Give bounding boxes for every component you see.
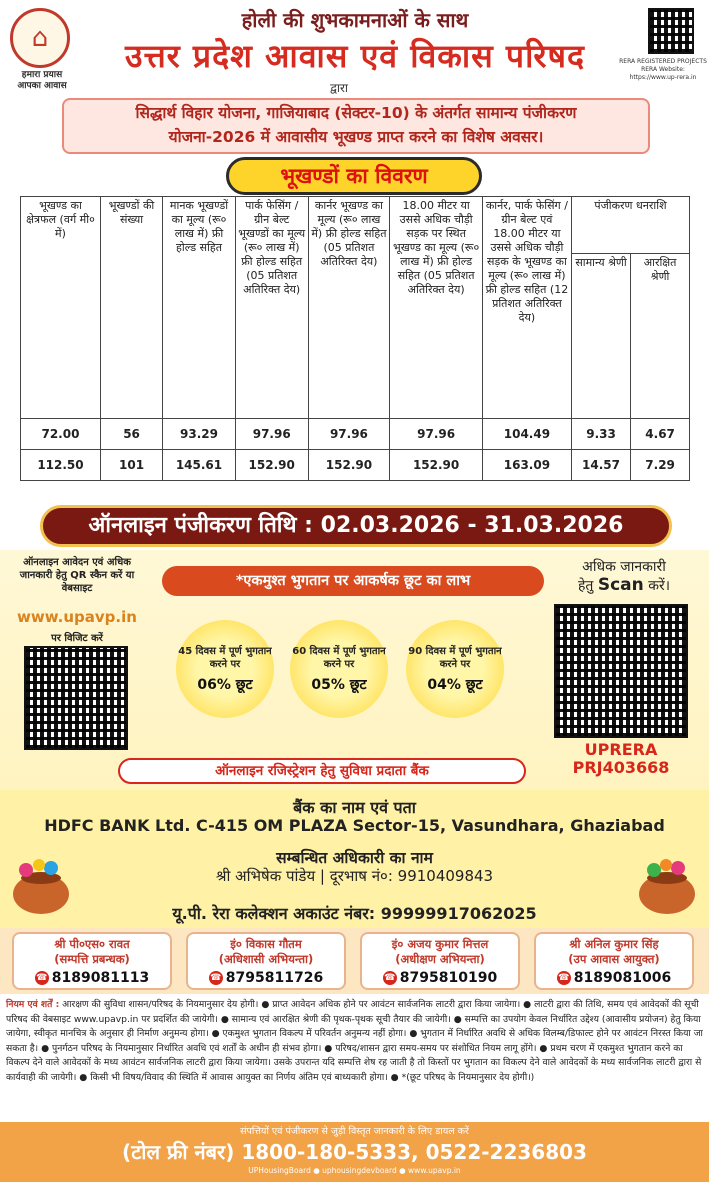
- cell: 97.96: [235, 419, 308, 450]
- website-link[interactable]: www.upavp.in: [17, 608, 137, 626]
- contact-designation: (सम्पत्ति प्रबन्धक): [54, 952, 130, 966]
- bank-title: बैंक का नाम एवं पता: [293, 798, 416, 817]
- rera-collection-account: यू.पी. रेरा कलेक्शन अकाउंट नंबर: 99999917062025: [172, 904, 537, 923]
- cell: 152.90: [308, 450, 390, 481]
- phone-icon: ☎: [558, 973, 570, 983]
- cell: 7.29: [631, 450, 690, 481]
- cell: 152.90: [235, 450, 308, 481]
- col-reserved-category: आरक्षित श्रेणी: [631, 254, 690, 419]
- discount-badge-90: [406, 620, 504, 718]
- table-row: [21, 450, 690, 481]
- officer-title: सम्बन्धित अधिकारी का नाम: [276, 849, 433, 867]
- info-qr-code[interactable]: [554, 604, 688, 738]
- col-registration-fee: पंजीकरण धनराशि: [571, 197, 689, 254]
- facilitator-bank-label: ऑनलाइन रजिस्ट्रेशन हेतु सुविधा प्रदाता बैंक: [118, 758, 526, 784]
- visit-text: पर विजिट करें: [51, 633, 103, 644]
- holi-greeting: होली की शुभकामनाओं के साथ: [241, 8, 469, 32]
- phone-icon: ☎: [36, 973, 48, 983]
- phone-icon: ☎: [210, 973, 222, 983]
- contact-name: श्री पी०एस० रावत: [54, 937, 130, 951]
- table-header-row: [21, 197, 690, 254]
- scan-info: [554, 558, 694, 595]
- contact-card: [186, 932, 346, 990]
- col-wide-road-price: 18.00 मीटर या उससे अधिक चौड़ी सड़क पर स्थित भूखण्ड का मूल्य (रू० लाख में) फ्री होल्ड सहित (05 प्रतिशत अतिरिक्त देय): [390, 197, 483, 419]
- cell: 101: [100, 450, 162, 481]
- contact-designation: (उप आवास आयुक्त): [568, 952, 660, 966]
- contact-phone[interactable]: ☎ 8795810190: [384, 970, 498, 986]
- logo-tagline: हमारा प्रयास आपका आवास: [17, 70, 67, 91]
- discount-percent: 05% छूट: [311, 676, 367, 693]
- discount-percent: 06% छूट: [197, 676, 253, 693]
- contact-name: श्री अनिल कुमार सिंह: [569, 937, 659, 951]
- toll-free-numbers[interactable]: (टोल फ्री नंबर) 1800-180-5333, 0522-2236803: [122, 1140, 587, 1164]
- col-area: भूखण्ड का क्षेत्रफल (वर्ग मी० में): [21, 197, 101, 419]
- col-park-facing-price: पार्क फेसिंग / ग्रीन बेल्ट भूखण्डों का मूल्य (रू० लाख में) फ्री होल्ड सहित (05 प्रतिशत अतिरिक्त देय): [235, 197, 308, 419]
- discount-label: 60 दिवस में पूर्ण भुगतान करने पर: [292, 645, 386, 670]
- cell: 112.50: [21, 450, 101, 481]
- cell: 163.09: [482, 450, 571, 481]
- contact-card: [534, 932, 694, 990]
- plot-details-title: भूखण्डों का विवरण: [226, 157, 482, 195]
- phone-icon: ☎: [384, 973, 396, 983]
- uprera-registration: [554, 741, 688, 777]
- plot-details-table: [20, 196, 690, 481]
- contact-phone[interactable]: ☎ 8189081113: [36, 970, 150, 986]
- cell: 152.90: [390, 450, 483, 481]
- apply-qr-code[interactable]: [24, 646, 128, 750]
- rera-website-note: RERA REGISTERED PROJECTS RERA Website: https://www.up-rera.in: [619, 58, 707, 81]
- online-apply-help: ऑनलाइन आवेदन एवं अधिक जानकारी हेतु QR स्कैन करें या वेबसाइट: [19, 557, 135, 594]
- contact-designation: (अधीक्षण अभियन्ता): [395, 952, 485, 966]
- bank-address: HDFC BANK Ltd. C-415 OM PLAZA Sector-15, Vasundhara, Ghaziabad: [44, 816, 665, 835]
- lump-sum-offer-title: *एकमुश्त भुगतान पर आकर्षक छूट का लाभ: [162, 566, 544, 596]
- contact-phone[interactable]: ☎ 8795811726: [210, 970, 324, 986]
- discount-label: 45 दिवस में पूर्ण भुगतान करने पर: [178, 645, 272, 670]
- discount-badge-45: [176, 620, 274, 718]
- scheme-banner-text: [62, 101, 650, 149]
- contact-phone[interactable]: ☎ 8189081006: [558, 970, 672, 986]
- cell: 56: [100, 419, 162, 450]
- cell: 97.96: [390, 419, 483, 450]
- contact-card: [12, 932, 172, 990]
- contact-designation: (अधिशासी अभियन्ता): [218, 952, 314, 966]
- col-corner-price: कार्नर भूखण्ड का मूल्य (रू० लाख में) फ्री होल्ड सहित (05 प्रतिशत अतिरिक्त देय): [308, 197, 390, 419]
- cell: 145.61: [163, 450, 236, 481]
- col-general-category: सामान्य श्रेणी: [571, 254, 630, 419]
- dial-note: संपत्तियों एवं पंजीकरण से जुड़ी विस्तृत जानकारी के लिए डायल करें: [240, 1126, 469, 1137]
- terms-text: आरक्षण की सुविधा शासन/परिषद के नियमानुसार देय होगी। ● प्राप्त आवेदन अधिक होने पर आवंटन सार्वजनिक लाटरी द्वारा किया जायेगा। ● लाटरी द्वारा की तिथि, समय एवं आवेदकों की सूची परिषद की वेबसाइट www.upavp.in पर प्रदर्शित की जायेगी। ● सामान्य एवं आरक्षित श्रेणी की पृथक-पृथक सूची तैयार की जायेगी। ● सम्पत्ति का उपयोग केवल निर्धारित उद्देश्य (आवासीय प्रयोजन) हेतु किया जायेगा, स्वीकृत मानचित्र के अनुसार ही निर्माण अनुमन्य होगा। ● एकमुश्त भुगतान विकल्प में परिवर्तन अनुमन्य नहीं होगा। ● भुगतान में निर्धारित अवधि से अधिक विलम्ब/डिफाल्ट होने पर आवंटन निरस्त किया जा सकता है। ● पुनर्गठन परिषद के नियमानुसार निर्धारित अवधि एवं शर्तों के अधीन ही संभव होगा। ● परिषद/शासन द्वारा समय-समय पर संशोधित नियम लागू होंगे। ● प्रथम चरण में एकमुश्त भुगतान करने का विकल्प देने वाले आवेदकों के मध्य आवंटन सार्वजनिक लाटरी द्वारा किया जायेगा। उसके उपरान्त यदि सम्पत्ति शेष रह जाती है तो किस्तों पर भुगतान का विकल्प देने वाले आवेदकों के मध्य सार्वजनिक लाटरी द्वारा से कार्यवाही की जायेगी। ● किसी भी विषय/विवाद की स्थिति में आवास आयुक्त का निर्णय अंतिम एवं बाध्यकारी होगा। ● *(छूट परिषद के नियमानुसार देय होगी।): [6, 999, 703, 1083]
- cell: 9.33: [571, 419, 630, 450]
- col-combined-price: कार्नर, पार्क फेसिंग / ग्रीन बेल्ट एवं 18.00 मीटर या उससे अधिक चौड़ी सड़क के भूखण्ड का मूल्य (रू० लाख में) फ्री होल्ड सहित (12 प्रतिशत अतिरिक्त देय): [482, 197, 571, 419]
- scan-info-line2: हेतु Scan करें।: [577, 575, 670, 595]
- discount-label: 90 दिवस में पूर्ण भुगतान करने पर: [408, 645, 502, 670]
- uprera-project-id: PRJ403668: [572, 758, 670, 777]
- by-label: द्वारा: [330, 81, 349, 95]
- cell: 104.49: [482, 419, 571, 450]
- scheme-line-1: सिद्धार्थ विहार योजना, गाजियाबाद (सेक्टर-10) के अंतर्गत सामान्य पंजीकरण: [135, 104, 577, 122]
- discount-badge-60: [290, 620, 388, 718]
- col-standard-price: मानक भूखण्डों का मूल्य (रू० लाख में) फ्री होल्ड सहित: [163, 197, 236, 419]
- discount-percent: 04% छूट: [427, 676, 483, 693]
- cell: 14.57: [571, 450, 630, 481]
- registration-date-bar: ऑनलाइन पंजीकरण तिथि : 02.03.2026 - 31.03.2026: [40, 505, 672, 547]
- contact-name: इं० विकास गौतम: [230, 937, 302, 951]
- parishad-logo: ⌂: [10, 8, 70, 68]
- rera-qr-code[interactable]: [648, 8, 694, 54]
- contact-name: इं० अजय कुमार मित्तल: [391, 937, 489, 951]
- cell: 97.96: [308, 419, 390, 450]
- officer-details: श्री अभिषेक पांडेय | दूरभाष नं०: 9910409843: [215, 867, 494, 885]
- cell: 72.00: [21, 419, 101, 450]
- uprera-label: UPRERA: [584, 740, 658, 759]
- table-row: [21, 419, 690, 450]
- org-title: उत्तर प्रदेश आवास एवं विकास परिषद: [125, 37, 585, 75]
- cell: 4.67: [631, 419, 690, 450]
- terms-and-conditions: [6, 998, 703, 1086]
- scheme-line-2: योजना-2026 में आवासीय भूखण्ड प्राप्त करने का विशेष अवसर।: [168, 128, 544, 146]
- col-count: भूखण्डों की संख्या: [100, 197, 162, 419]
- terms-label: नियम एवं शर्तें :: [6, 999, 60, 1010]
- contact-card: [360, 932, 520, 990]
- scan-info-line1: अधिक जानकारी: [582, 559, 666, 575]
- cell: 93.29: [163, 419, 236, 450]
- social-links[interactable]: UPHousingBoard ● uphousingdevboard ● www.upavp.in: [248, 1166, 461, 1175]
